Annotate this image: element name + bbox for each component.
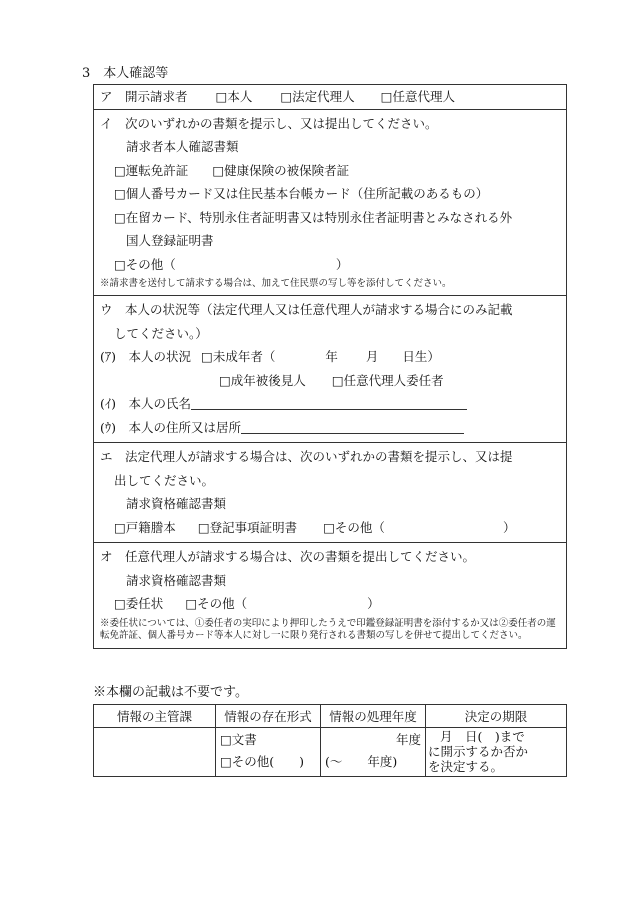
- year-cell: [321, 728, 426, 777]
- year-range: (～ 年度): [325, 754, 398, 769]
- residence-card-checkbox[interactable]: □在留カード、特別永住者証明書又は特別永住者証明書とみなされる外: [114, 209, 513, 225]
- office-use-title: ※本欄の記載は不要です。: [93, 685, 248, 700]
- year-top: 年度: [395, 732, 421, 747]
- id-documents-note: ※請求書を送付して請求する場合は、加えて住民票の写し等を添付してください。: [100, 278, 452, 289]
- format-other-checkbox[interactable]: □その他( ): [220, 754, 305, 769]
- deadline-line-3: を決定する。: [428, 759, 504, 774]
- legal-agent-other-checkbox[interactable]: □その他（: [323, 519, 385, 535]
- deadline-cell: [426, 728, 567, 777]
- department-cell: [94, 728, 216, 777]
- delegate-principal-checkbox[interactable]: □任意代理人委任者: [331, 372, 444, 388]
- voluntary-agent-other-close: ）: [367, 596, 380, 611]
- minor-checkbox[interactable]: □未成年者（: [201, 349, 276, 364]
- registry-certificate-checkbox[interactable]: □登記事項証明書: [197, 519, 298, 535]
- birth-day-label: 日生）: [402, 349, 440, 364]
- section-legal-agent-docs: [94, 443, 566, 543]
- mynumber-card-checkbox[interactable]: □個人番号カード又は住民基本台帳カード（住所記載のあるもの）: [114, 186, 489, 201]
- legal-agent-other-close: ）: [502, 519, 516, 535]
- voluntary-agent-intro: オ 任意代理人が請求する場合は、次の書類を提出してください。: [100, 549, 476, 564]
- section-principal-status: [94, 296, 566, 443]
- power-of-attorney-checkbox[interactable]: □委任状: [114, 596, 164, 611]
- id-documents-intro: イ 次のいずれかの書類を提示し、又は提出してください。: [100, 115, 438, 131]
- requester-legal-agent-checkbox[interactable]: □法定代理人: [280, 89, 355, 104]
- format-document-checkbox[interactable]: □文書: [220, 732, 257, 747]
- header-year: 情報の処理年度: [321, 705, 426, 728]
- identity-confirmation-form: [93, 84, 567, 649]
- power-of-attorney-note: ※委任状については、①委任者の実印により押印したうえで印鑑登録証明書を添付するか又は②委任者の運転免許証、個人番号カード等本人に対し一に限り発行される書類の写しを併せて提出してください。: [100, 617, 556, 641]
- header-department: 情報の主管課: [94, 705, 216, 728]
- principal-status-intro-1: ウ 本人の状況等（法定代理人又は任意代理人が請求する場合にのみ記載: [100, 302, 513, 317]
- birth-year-label: 年: [325, 349, 338, 364]
- section-heading: 3 本人確認等: [82, 66, 169, 81]
- table-row: [94, 728, 567, 777]
- header-deadline: 決定の期限: [426, 705, 567, 728]
- voluntary-agent-other-checkbox[interactable]: □その他（: [185, 596, 248, 611]
- section-id-documents: [94, 110, 566, 297]
- id-other-close: ）: [335, 256, 349, 272]
- section-requester: [94, 85, 566, 110]
- principal-address-field[interactable]: [241, 418, 464, 434]
- voluntary-agent-subhead: 請求資格確認書類: [126, 572, 227, 588]
- deadline-line-2: に開示するか否か: [428, 744, 529, 759]
- section-voluntary-agent-docs: [94, 543, 566, 648]
- deadline-line-1: 月 日( )まで: [440, 729, 525, 744]
- principal-name-label: (ｲ) 本人の氏名: [100, 396, 192, 411]
- drivers-license-checkbox[interactable]: □運転免許証: [114, 162, 189, 178]
- requester-voluntary-agent-checkbox[interactable]: □任意代理人: [380, 89, 455, 104]
- requester-self-checkbox[interactable]: □本人: [215, 89, 253, 104]
- legal-agent-intro-2: 出してください。: [114, 472, 215, 488]
- office-use-table: [93, 704, 567, 777]
- health-insurance-checkbox[interactable]: □健康保険の被保険者証: [212, 162, 350, 178]
- birth-month-label: 月: [365, 349, 379, 364]
- principal-name-field[interactable]: [191, 394, 467, 410]
- residence-card-continuation: 国人登録証明書: [126, 233, 214, 248]
- principal-address-label: (ｳ) 本人の住所又は居所: [100, 419, 242, 435]
- principal-status-intro-2: してください。）: [114, 325, 208, 341]
- header-format: 情報の存在形式: [216, 705, 321, 728]
- legal-agent-subhead: 請求資格確認書類: [126, 496, 227, 511]
- format-cell: [216, 728, 321, 777]
- adult-ward-checkbox[interactable]: □成年被後見人: [219, 372, 306, 388]
- id-other-checkbox[interactable]: □その他（: [114, 256, 176, 272]
- requester-label: ア 開示請求者: [100, 89, 188, 104]
- principal-status-label: (ｱ) 本人の状況: [100, 349, 192, 364]
- id-documents-subhead: 請求者本人確認書類: [126, 139, 239, 154]
- family-register-checkbox[interactable]: □戸籍謄本: [114, 519, 176, 535]
- legal-agent-intro-1: エ 法定代理人が請求する場合は、次のいずれかの書類を提示し、又は提: [100, 449, 513, 464]
